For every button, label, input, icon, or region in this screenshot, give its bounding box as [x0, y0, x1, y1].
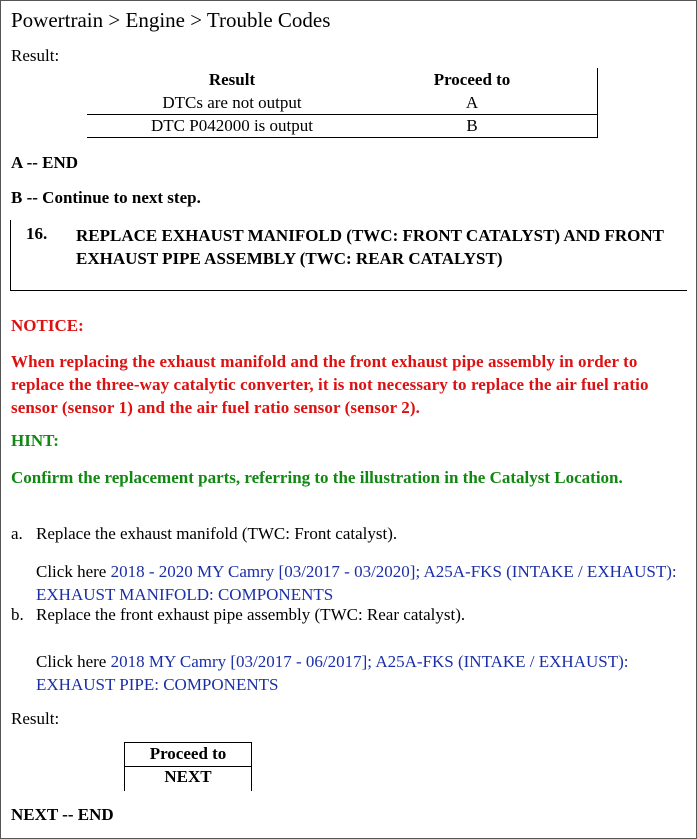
item-b-text: Replace the front exhaust pipe assembly (TWC: Rear catalyst).: [36, 605, 466, 624]
result-label: Result:: [11, 709, 60, 728]
notice-label: NOTICE:: [11, 316, 84, 335]
table-bottom-border: [87, 137, 598, 138]
table-right-border: [597, 68, 598, 138]
item-b-marker: b.: [11, 605, 24, 624]
item-a-marker: a.: [11, 524, 23, 543]
table-cell-result: DTC P042000 is output: [151, 116, 313, 135]
exhaust-pipe-link[interactable]: 2018 MY Camry [03/2017 - 06/2017]; A25A-FKS (INTAKE / EXHAUST): EXHAUST PIPE: COMPONENTS: [36, 652, 629, 694]
breadcrumb: Powertrain > Engine > Trouble Codes: [11, 8, 331, 32]
proceed-table: [124, 742, 252, 791]
click-here-label: Click here: [36, 652, 111, 671]
notice-text: When replacing the exhaust manifold and the front exhaust pipe assembly in order to replace the three-way catalytic converter, it is not necessary to replace the air fuel ratio sensor (sensor 1) and the air fuel ratio sensor (sensor 2).: [11, 352, 649, 417]
table-divider: [87, 114, 597, 115]
item-a-text: Replace the exhaust manifold (TWC: Front catalyst).: [36, 524, 398, 543]
item-a-link-line: [36, 560, 686, 606]
outcome-b: B -- Continue to next step.: [11, 188, 201, 207]
step-title: REPLACE EXHAUST MANIFOLD (TWC: FRONT CATALYST) AND FRONT EXHAUST PIPE ASSEMBLY (TWC: REAR CATALYST): [76, 226, 664, 268]
table-header-proceed: Proceed to: [433, 70, 511, 89]
outcome-a: A -- END: [11, 153, 79, 172]
proceed-value: NEXT: [164, 767, 212, 786]
step-header: [10, 220, 687, 291]
item-b-link-line: [36, 650, 686, 696]
click-here-label: Click here: [36, 562, 111, 581]
table-cell-proceed: B: [466, 116, 478, 135]
table-cell-result: DTCs are not output: [162, 93, 302, 112]
hint-label: HINT:: [11, 431, 59, 450]
table-cell-proceed: A: [465, 93, 479, 112]
step-number: 16.: [26, 224, 48, 243]
hint-text: Confirm the replacement parts, referring to the illustration in the Catalyst Location.: [11, 468, 623, 487]
table-header-result: Result: [208, 70, 256, 89]
result-label: Result:: [11, 46, 60, 65]
exhaust-manifold-link[interactable]: 2018 - 2020 MY Camry [03/2017 - 03/2020]; A25A-FKS (INTAKE / EXHAUST): EXHAUST MANIFOLD: COMPONENTS: [36, 562, 677, 604]
final-outcome: NEXT -- END: [11, 805, 114, 824]
proceed-header: Proceed to: [149, 744, 227, 763]
result-table: [87, 68, 598, 138]
